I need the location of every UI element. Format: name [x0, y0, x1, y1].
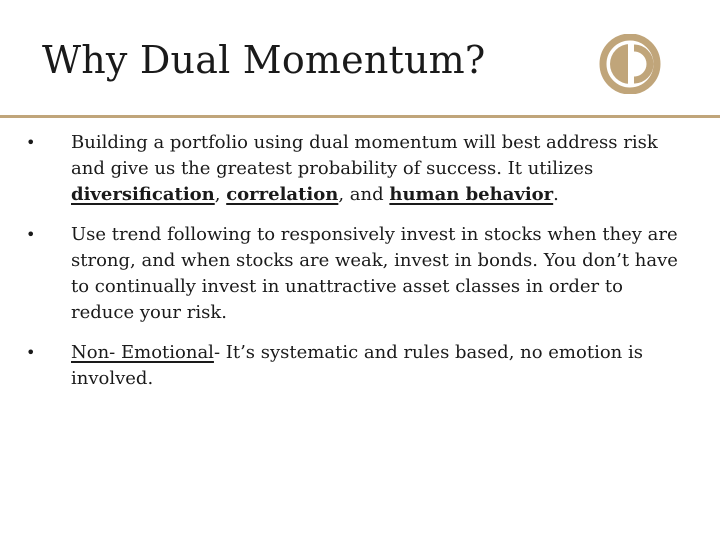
- bullet-dot: •: [26, 133, 36, 152]
- bullet-dot: •: [26, 225, 36, 244]
- bullet-list: [26, 130, 686, 406]
- title-divider: [0, 115, 720, 118]
- bullet-dot: •: [26, 343, 36, 362]
- term-correlation: correlation: [226, 184, 339, 205]
- bullet-text: Use trend following to responsively invest in stocks when they are strong, and when stocks are weak, invest in bonds. You don’t have to continually invest in unattractive asset classes in order to reduce your risk.: [71, 224, 678, 323]
- bullet-text: Building a portfolio using dual momentum will best address risk and give us the greatest probability of success. It utilizes: [71, 132, 658, 179]
- term-human-behavior: human behavior: [389, 184, 554, 205]
- separator: , and: [338, 184, 390, 205]
- bullet-text: - It’s systematic and rules based, no emotion is involved.: [71, 342, 643, 389]
- gold-circle-logo-icon: [594, 34, 666, 94]
- bullet-item: [26, 340, 686, 392]
- bullet-end: .: [553, 184, 559, 205]
- bullet-item: [26, 222, 686, 326]
- bullet-item: [26, 130, 686, 208]
- slide-title: Why Dual Momentum?: [42, 38, 486, 82]
- term-non-emotional: Non- Emotional: [71, 342, 214, 363]
- separator: ,: [214, 184, 227, 205]
- term-diversification: diversification: [71, 184, 215, 205]
